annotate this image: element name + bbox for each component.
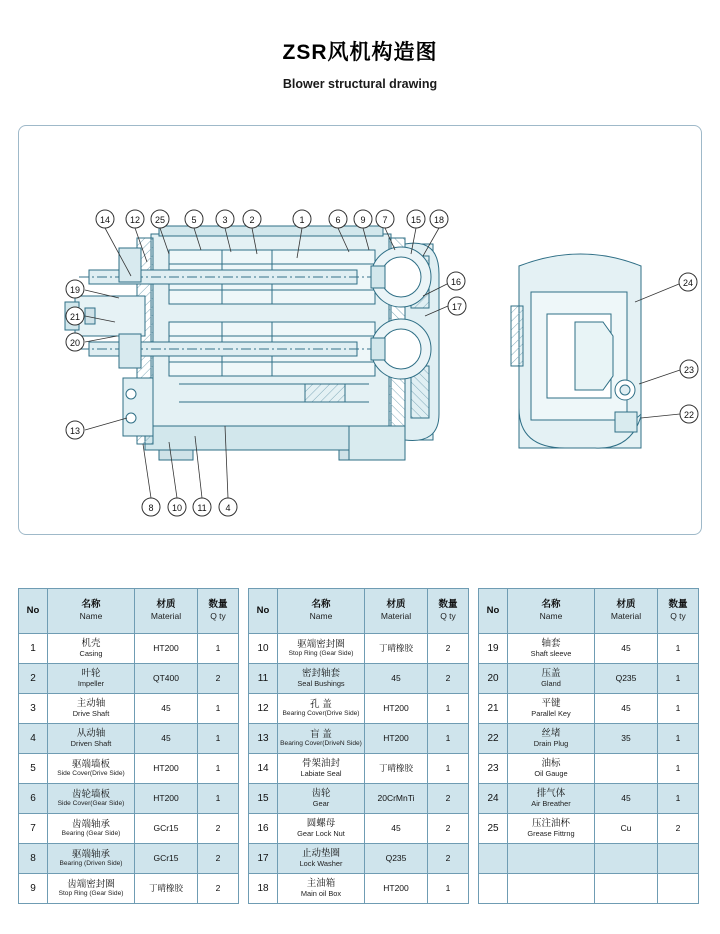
cell-no: 22 — [479, 724, 508, 754]
cell-qty: 1 — [658, 694, 699, 724]
cell-material: HT200 — [365, 724, 428, 754]
parts-table-3 — [478, 588, 699, 904]
cell-no: 6 — [19, 784, 48, 814]
cell-qty: 1 — [428, 724, 469, 754]
table-row — [479, 664, 699, 694]
svg-text:4: 4 — [225, 503, 231, 513]
cell-material: QT400 — [135, 664, 198, 694]
cell-qty: 1 — [198, 694, 239, 724]
cell-name: 油标 Oil Gauge — [508, 754, 595, 784]
svg-text:22: 22 — [683, 410, 695, 420]
cell-qty: 1 — [198, 754, 239, 784]
table-row — [249, 634, 469, 664]
cell-material: 45 — [365, 664, 428, 694]
svg-text:7: 7 — [382, 215, 388, 225]
page-header — [0, 0, 720, 91]
cell-material: HT200 — [135, 754, 198, 784]
table-row — [19, 874, 239, 904]
cell-no: 13 — [249, 724, 278, 754]
table-row-empty — [479, 844, 699, 874]
cell-qty: 2 — [428, 664, 469, 694]
svg-text:13: 13 — [69, 426, 81, 436]
table-row — [249, 814, 469, 844]
table-row — [479, 694, 699, 724]
table-row — [249, 784, 469, 814]
header-name: 名称 Name — [278, 589, 365, 634]
cell-material: 丁晴橡胶 — [365, 754, 428, 784]
cell-no: 18 — [249, 874, 278, 904]
cell-no: 23 — [479, 754, 508, 784]
cell-name — [508, 874, 595, 904]
cell-name: 轴套 Shaft sleeve — [508, 634, 595, 664]
cell-qty: 1 — [658, 724, 699, 754]
cell-material — [595, 844, 658, 874]
cell-qty: 2 — [658, 814, 699, 844]
header-material: 材质 Material — [365, 589, 428, 634]
svg-text:19: 19 — [69, 285, 81, 295]
cell-name: 从动轴 Driven Shaft — [48, 724, 135, 754]
table-row — [479, 754, 699, 784]
cell-no: 8 — [19, 844, 48, 874]
cell-material: HT200 — [135, 634, 198, 664]
cell-qty: 2 — [198, 874, 239, 904]
cell-no: 16 — [249, 814, 278, 844]
cell-name: 止动垫圈 Lock Washer — [278, 844, 365, 874]
cell-no: 12 — [249, 694, 278, 724]
table-row — [19, 724, 239, 754]
table-row — [249, 694, 469, 724]
svg-text:14: 14 — [99, 215, 111, 225]
cell-material: HT200 — [135, 784, 198, 814]
table-row — [479, 634, 699, 664]
header-qty: 数量 Q ty — [198, 589, 239, 634]
table-row — [479, 784, 699, 814]
blower-cross-section-drawing — [19, 126, 701, 534]
page-title-cn: ZSR风机构造图 — [282, 41, 438, 64]
cell-no: 21 — [479, 694, 508, 724]
cell-no: 14 — [249, 754, 278, 784]
cell-name: 主动轴 Drive Shaft — [48, 694, 135, 724]
cell-material: 45 — [365, 814, 428, 844]
cell-material — [595, 754, 658, 784]
cell-no: 3 — [19, 694, 48, 724]
cell-material: 45 — [595, 694, 658, 724]
table-row — [479, 814, 699, 844]
cell-name: 压注油杯 Grease Fittrng — [508, 814, 595, 844]
cell-qty: 1 — [658, 754, 699, 784]
cell-material — [595, 874, 658, 904]
cell-name: 压盖 Gland — [508, 664, 595, 694]
cell-qty: 2 — [198, 844, 239, 874]
cell-qty: 2 — [428, 784, 469, 814]
table-row — [19, 634, 239, 664]
cell-qty: 1 — [428, 874, 469, 904]
cell-qty: 1 — [198, 634, 239, 664]
cell-no: 19 — [479, 634, 508, 664]
cell-name: 密封轴套 Seal Bushings — [278, 664, 365, 694]
cell-material: Q235 — [365, 844, 428, 874]
cell-name: 盲 盖 Bearing Cover(DriveN Side) — [278, 724, 365, 754]
cell-name: 主油箱 Main oil Box — [278, 874, 365, 904]
cell-no: 25 — [479, 814, 508, 844]
table-row — [479, 724, 699, 754]
cell-no — [479, 874, 508, 904]
cell-qty: 1 — [658, 784, 699, 814]
cell-material: HT200 — [365, 874, 428, 904]
cell-name: 齿轮 Gear — [278, 784, 365, 814]
cell-material: HT200 — [365, 694, 428, 724]
cell-no: 1 — [19, 634, 48, 664]
cell-no: 24 — [479, 784, 508, 814]
svg-text:3: 3 — [222, 215, 228, 225]
cell-name: 圆螺母 Gear Lock Nut — [278, 814, 365, 844]
cell-qty — [658, 844, 699, 874]
parts-table-2 — [248, 588, 469, 904]
cell-no — [479, 844, 508, 874]
header-material: 材质 Material — [135, 589, 198, 634]
cell-no: 20 — [479, 664, 508, 694]
cell-name: 机壳 Casing — [48, 634, 135, 664]
svg-text:21: 21 — [69, 312, 81, 322]
cell-qty: 1 — [428, 754, 469, 784]
cell-material: 45 — [595, 784, 658, 814]
cell-name: 驱端墙板 Side Cover(Drive Side) — [48, 754, 135, 784]
cell-name: 齿端密封圈 Stop Ring (Gear Side) — [48, 874, 135, 904]
page-title-en: Blower structural drawing — [282, 77, 438, 91]
svg-text:1: 1 — [299, 215, 305, 225]
header-name: 名称 Name — [508, 589, 595, 634]
table-row — [19, 664, 239, 694]
cell-qty: 2 — [198, 664, 239, 694]
svg-text:11: 11 — [197, 503, 207, 513]
cell-material: GCr15 — [135, 814, 198, 844]
svg-text:25: 25 — [154, 215, 166, 225]
cell-qty: 1 — [428, 694, 469, 724]
svg-text:15: 15 — [410, 215, 422, 225]
cell-no: 10 — [249, 634, 278, 664]
table-row — [19, 694, 239, 724]
table-row-empty — [479, 874, 699, 904]
cell-no: 2 — [19, 664, 48, 694]
table-row — [249, 844, 469, 874]
cell-material: 45 — [135, 724, 198, 754]
cell-no: 15 — [249, 784, 278, 814]
header-qty: 数量 Q ty — [428, 589, 469, 634]
table-row — [249, 754, 469, 784]
cell-qty: 2 — [428, 814, 469, 844]
svg-text:17: 17 — [451, 302, 463, 312]
svg-text:2: 2 — [249, 215, 255, 225]
cell-name: 叶轮 Impeller — [48, 664, 135, 694]
header-no: No — [249, 589, 278, 634]
cell-qty: 1 — [198, 724, 239, 754]
svg-text:5: 5 — [191, 215, 197, 225]
cell-qty: 2 — [198, 814, 239, 844]
svg-text:18: 18 — [433, 215, 445, 225]
table-row — [249, 874, 469, 904]
table-row — [19, 754, 239, 784]
cell-name: 平键 Parallel Key — [508, 694, 595, 724]
cell-qty: 1 — [658, 634, 699, 664]
svg-text:12: 12 — [129, 215, 141, 225]
cell-name: 驱端密封圈 Stop Ring (Gear Side) — [278, 634, 365, 664]
cell-material: GCr15 — [135, 844, 198, 874]
parts-list-tables — [18, 588, 702, 904]
table-row — [19, 784, 239, 814]
cell-no: 4 — [19, 724, 48, 754]
cell-qty — [658, 874, 699, 904]
cell-qty: 2 — [428, 844, 469, 874]
table-header-row — [249, 589, 469, 634]
svg-text:9: 9 — [360, 215, 366, 225]
header-qty: 数量 Q ty — [658, 589, 699, 634]
blower-drawing-panel — [18, 125, 702, 535]
cell-name: 丝堵 Drain Plug — [508, 724, 595, 754]
header-no: No — [479, 589, 508, 634]
parts-table-1 — [18, 588, 239, 904]
cell-no: 11 — [249, 664, 278, 694]
svg-text:8: 8 — [148, 503, 154, 513]
cell-name: 齿端轴承 Bearing (Gear Side) — [48, 814, 135, 844]
table-row — [249, 664, 469, 694]
cell-no: 7 — [19, 814, 48, 844]
cell-name: 孔 盖 Bearing Cover(Drive Side) — [278, 694, 365, 724]
cell-no: 5 — [19, 754, 48, 784]
cell-material: 20CrMnTi — [365, 784, 428, 814]
svg-text:6: 6 — [335, 215, 341, 225]
cell-material: 45 — [135, 694, 198, 724]
table-row — [19, 844, 239, 874]
header-no: No — [19, 589, 48, 634]
cell-material: Q235 — [595, 664, 658, 694]
cell-name: 骨架油封 Labiate Seal — [278, 754, 365, 784]
cell-qty: 1 — [198, 784, 239, 814]
svg-text:20: 20 — [69, 338, 81, 348]
cell-qty: 2 — [428, 634, 469, 664]
header-name: 名称 Name — [48, 589, 135, 634]
svg-text:16: 16 — [450, 277, 462, 287]
svg-text:23: 23 — [683, 365, 695, 375]
cell-material: 丁晴橡胶 — [135, 874, 198, 904]
cell-no: 9 — [19, 874, 48, 904]
table-row — [249, 724, 469, 754]
cell-material: 35 — [595, 724, 658, 754]
header-material: 材质 Material — [595, 589, 658, 634]
table-row — [19, 814, 239, 844]
cell-qty: 1 — [658, 664, 699, 694]
cell-name: 驱端轴承 Bearing (Driven Side) — [48, 844, 135, 874]
table-header-row — [19, 589, 239, 634]
svg-text:24: 24 — [682, 278, 694, 288]
cell-no: 17 — [249, 844, 278, 874]
cell-material: 45 — [595, 634, 658, 664]
table-header-row — [479, 589, 699, 634]
cell-material: Cu — [595, 814, 658, 844]
cell-name: 齿轮墙板 Side Cover(Gear Side) — [48, 784, 135, 814]
cell-material: 丁晴橡胶 — [365, 634, 428, 664]
cell-name — [508, 844, 595, 874]
svg-text:10: 10 — [171, 503, 183, 513]
cell-name: 排气体 Air Breather — [508, 784, 595, 814]
